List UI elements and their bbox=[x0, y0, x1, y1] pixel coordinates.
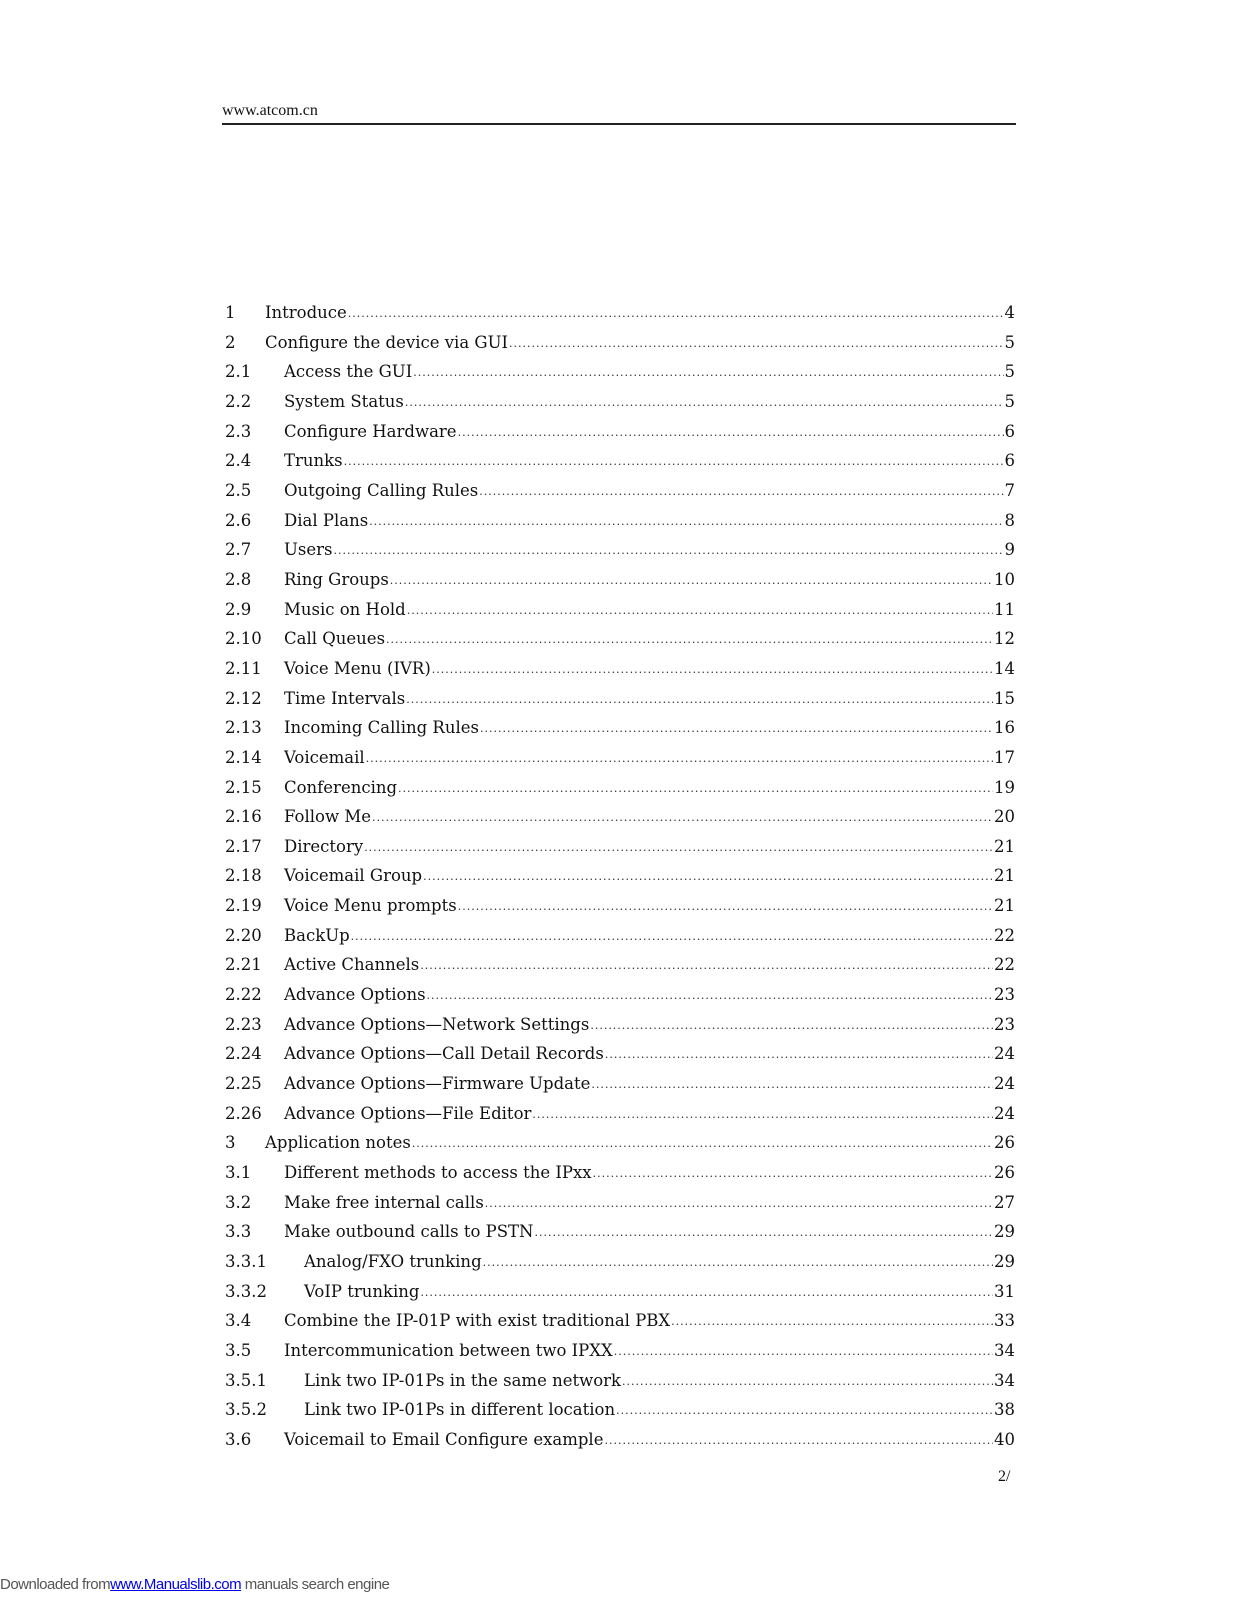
toc-entry-title: Voicemail bbox=[284, 747, 365, 767]
toc-entry-title: Voicemail to Email Configure example bbox=[284, 1429, 604, 1449]
toc-entry-page: 33 bbox=[994, 1311, 1015, 1331]
toc-entry-page: 26 bbox=[994, 1133, 1015, 1153]
toc-entry-title: Ring Groups bbox=[284, 569, 389, 589]
toc-dot-leader bbox=[344, 455, 1004, 468]
toc-entry-page: 7 bbox=[1004, 480, 1015, 500]
toc-entry-title: Advance Options—Firmware Update bbox=[284, 1074, 591, 1094]
toc-entry[interactable] bbox=[225, 481, 1015, 511]
toc-entry-title: Active Channels bbox=[284, 955, 420, 975]
toc-entry-page: 31 bbox=[994, 1281, 1015, 1301]
toc-dot-leader bbox=[458, 426, 1004, 439]
toc-entry-number: 3.3.2 bbox=[225, 1281, 267, 1301]
toc-dot-leader bbox=[405, 396, 1004, 409]
toc-entry-title: Dial Plans bbox=[284, 510, 369, 530]
toc-dot-leader bbox=[616, 1404, 993, 1417]
toc-dot-leader bbox=[420, 959, 993, 972]
toc-entry-title: Advance Options—Call Detail Records bbox=[284, 1044, 604, 1064]
header-url: www.atcom.cn bbox=[222, 102, 318, 119]
toc-entry-page: 5 bbox=[1004, 391, 1015, 411]
toc-entry[interactable] bbox=[225, 422, 1015, 452]
toc-entry-number: 2.18 bbox=[225, 866, 262, 886]
toc-entry-page: 5 bbox=[1004, 362, 1015, 382]
toc-entry-number: 2.2 bbox=[225, 391, 252, 411]
toc-entry-title: Link two IP-01Ps in different location bbox=[304, 1400, 616, 1420]
toc-dot-leader bbox=[406, 693, 993, 706]
toc-entry-title: Voicemail Group bbox=[284, 866, 423, 886]
toc-entry[interactable] bbox=[225, 1133, 1015, 1163]
toc-entry-number: 2.26 bbox=[225, 1103, 262, 1123]
toc-entry[interactable] bbox=[225, 1015, 1015, 1045]
toc-dot-leader bbox=[351, 930, 993, 943]
toc-entry-number: 2.12 bbox=[225, 688, 262, 708]
toc-entry[interactable] bbox=[225, 926, 1015, 956]
toc-entry-page: 21 bbox=[994, 866, 1015, 886]
toc-entry-number: 3.2 bbox=[225, 1192, 252, 1212]
toc-dot-leader bbox=[509, 337, 1003, 350]
toc-entry-title: Outgoing Calling Rules bbox=[284, 480, 479, 500]
toc-dot-leader bbox=[590, 1019, 993, 1032]
toc-entry-page: 23 bbox=[994, 985, 1015, 1005]
toc-entry-title: Music on Hold bbox=[284, 599, 406, 619]
toc-entry-title: Users bbox=[284, 540, 333, 560]
toc-entry[interactable] bbox=[225, 511, 1015, 541]
toc-entry-number: 3.1 bbox=[225, 1163, 252, 1183]
toc-entry-title: Directory bbox=[284, 836, 364, 856]
toc-dot-leader bbox=[398, 782, 993, 795]
toc-dot-leader bbox=[364, 841, 993, 854]
toc-entry-title: Advance Options—Network Settings bbox=[284, 1014, 590, 1034]
toc-entry-page: 40 bbox=[994, 1429, 1015, 1449]
toc-entry[interactable] bbox=[225, 896, 1015, 926]
toc-entry-number: 3.3.1 bbox=[225, 1252, 267, 1271]
toc-entry[interactable] bbox=[225, 1104, 1015, 1134]
toc-entry-page: 10 bbox=[994, 569, 1015, 589]
toc-dot-leader bbox=[412, 1137, 993, 1150]
toc-entry-title: Advance Options—File Editor bbox=[284, 1103, 532, 1123]
toc-dot-leader bbox=[480, 722, 993, 735]
toc-entry-title: Access the GUI bbox=[284, 362, 413, 382]
toc-entry-title: Intercommunication between two IPXX bbox=[284, 1340, 613, 1360]
toc-entry-page: 17 bbox=[994, 747, 1015, 767]
toc-entry-title: Incoming Calling Rules bbox=[284, 718, 479, 738]
toc-entry-number: 3.5 bbox=[225, 1340, 252, 1360]
toc-entry-number: 2.4 bbox=[225, 451, 252, 471]
footer-suffix: manuals search engine bbox=[241, 1576, 390, 1593]
toc-dot-leader bbox=[535, 1226, 994, 1239]
toc-entry[interactable] bbox=[225, 1371, 1015, 1401]
toc-entry-number: 1 bbox=[225, 303, 236, 322]
toc-entry[interactable] bbox=[225, 1400, 1015, 1430]
toc-entry-page: 16 bbox=[994, 718, 1015, 738]
toc-entry-number: 2.17 bbox=[225, 836, 262, 856]
toc-entry[interactable] bbox=[225, 1222, 1015, 1252]
toc-entry-number: 3.5.1 bbox=[225, 1370, 267, 1390]
toc-entry-title: Call Queues bbox=[284, 629, 386, 649]
toc-entry-title: System Status bbox=[284, 391, 404, 411]
toc-dot-leader bbox=[604, 1434, 993, 1447]
toc-dot-leader bbox=[591, 1078, 993, 1091]
toc-entry[interactable] bbox=[225, 1311, 1015, 1341]
toc-dot-leader bbox=[622, 1375, 993, 1388]
toc-entry-page: 27 bbox=[994, 1192, 1015, 1212]
toc-entry-page: 26 bbox=[994, 1163, 1015, 1183]
toc-dot-leader bbox=[334, 544, 1004, 557]
toc-entry[interactable] bbox=[225, 451, 1015, 481]
footer-prefix: Downloaded from bbox=[0, 1576, 111, 1593]
toc-entry[interactable] bbox=[225, 362, 1015, 392]
toc-entry[interactable] bbox=[225, 718, 1015, 748]
download-footer bbox=[0, 1576, 389, 1593]
toc-entry-number: 2.3 bbox=[225, 421, 252, 441]
toc-entry-title: Introduce bbox=[265, 303, 347, 322]
toc-entry-title: Trunks bbox=[284, 451, 343, 471]
toc-entry-title: Follow Me bbox=[284, 807, 371, 827]
page-number: 2/ bbox=[998, 1468, 1011, 1485]
toc-entry-page: 9 bbox=[1004, 540, 1015, 560]
toc-entry-page: 6 bbox=[1004, 421, 1015, 441]
toc-dot-leader bbox=[369, 515, 1003, 528]
toc-entry-number: 2.19 bbox=[225, 896, 262, 916]
toc-entry[interactable] bbox=[225, 540, 1015, 570]
toc-entry-page: 29 bbox=[994, 1222, 1015, 1242]
toc-entry-title: Configure Hardware bbox=[284, 421, 457, 441]
table-of-contents bbox=[225, 303, 1015, 1460]
toc-entry-title: Conferencing bbox=[284, 777, 398, 797]
toc-entry-page: 24 bbox=[994, 1074, 1015, 1094]
toc-entry-page: 34 bbox=[994, 1370, 1015, 1390]
toc-dot-leader bbox=[366, 752, 993, 765]
toc-entry-number: 2.9 bbox=[225, 599, 252, 619]
toc-entry[interactable] bbox=[225, 1163, 1015, 1193]
toc-dot-leader bbox=[671, 1315, 993, 1328]
toc-entry-number: 3.5.2 bbox=[225, 1400, 267, 1420]
toc-entry[interactable] bbox=[225, 748, 1015, 778]
toc-entry-title: VoIP trunking bbox=[304, 1281, 420, 1301]
toc-entry-page: 29 bbox=[994, 1252, 1015, 1271]
toc-entry-title: Time Intervals bbox=[284, 688, 406, 708]
toc-dot-leader bbox=[614, 1345, 993, 1358]
toc-dot-leader bbox=[386, 633, 993, 646]
toc-entry[interactable] bbox=[225, 570, 1015, 600]
toc-dot-leader bbox=[485, 1197, 993, 1210]
toc-entry-title: BackUp bbox=[284, 925, 350, 945]
toc-entry-title: Combine the IP-01P with exist traditional PBX bbox=[284, 1311, 671, 1331]
toc-dot-leader bbox=[348, 307, 1004, 320]
toc-entry-title: Link two IP-01Ps in the same network bbox=[304, 1370, 622, 1390]
toc-entry-title: Advance Options bbox=[284, 985, 426, 1005]
toc-dot-leader bbox=[420, 1286, 993, 1299]
toc-entry[interactable] bbox=[225, 837, 1015, 867]
toc-entry-number: 3.6 bbox=[225, 1429, 252, 1449]
toc-entry-page: 5 bbox=[1004, 332, 1015, 352]
toc-entry[interactable] bbox=[225, 1430, 1015, 1460]
toc-entry-page: 34 bbox=[994, 1340, 1015, 1360]
toc-dot-leader bbox=[413, 366, 1003, 379]
toc-entry[interactable] bbox=[225, 333, 1015, 363]
toc-entry-title: Configure the device via GUI bbox=[265, 332, 509, 352]
toc-dot-leader bbox=[407, 604, 993, 617]
toc-entry-title: Analog/FXO trunking bbox=[304, 1252, 482, 1271]
toc-entry-number: 2.21 bbox=[225, 955, 262, 975]
toc-entry-page: 22 bbox=[994, 925, 1015, 945]
toc-entry-number: 2.10 bbox=[225, 629, 262, 649]
toc-entry-number: 2.14 bbox=[225, 747, 262, 767]
toc-entry-number: 3.3 bbox=[225, 1222, 252, 1242]
toc-entry-page: 22 bbox=[994, 955, 1015, 975]
toc-entry[interactable] bbox=[225, 1252, 1015, 1282]
toc-entry-page: 8 bbox=[1004, 510, 1015, 530]
toc-entry-number: 2.6 bbox=[225, 510, 252, 530]
toc-dot-leader bbox=[532, 1108, 993, 1121]
toc-dot-leader bbox=[605, 1048, 993, 1061]
toc-dot-leader bbox=[432, 663, 993, 676]
toc-entry-title: Application notes bbox=[265, 1133, 411, 1153]
toc-entry-number: 2.23 bbox=[225, 1014, 262, 1034]
toc-entry-title: Different methods to access the IPxx bbox=[284, 1163, 592, 1183]
toc-entry-page: 21 bbox=[994, 836, 1015, 856]
toc-entry[interactable] bbox=[225, 659, 1015, 689]
toc-entry-title: Make outbound calls to PSTN bbox=[284, 1222, 534, 1242]
toc-dot-leader bbox=[458, 900, 993, 913]
toc-entry[interactable] bbox=[225, 629, 1015, 659]
toc-entry-page: 24 bbox=[994, 1103, 1015, 1123]
toc-entry-number: 2.20 bbox=[225, 925, 262, 945]
toc-entry-number: 2.15 bbox=[225, 777, 262, 797]
toc-entry[interactable] bbox=[225, 1074, 1015, 1104]
toc-dot-leader bbox=[423, 870, 993, 883]
toc-entry-number: 2.25 bbox=[225, 1074, 262, 1094]
toc-entry-page: 24 bbox=[994, 1044, 1015, 1064]
toc-entry[interactable] bbox=[225, 303, 1015, 333]
toc-entry[interactable] bbox=[225, 778, 1015, 808]
toc-entry-number: 2.7 bbox=[225, 540, 252, 560]
toc-entry-page: 23 bbox=[994, 1014, 1015, 1034]
toc-entry[interactable] bbox=[225, 1044, 1015, 1074]
toc-entry[interactable] bbox=[225, 985, 1015, 1015]
toc-entry-page: 4 bbox=[1004, 303, 1015, 322]
page-header bbox=[222, 100, 1016, 125]
toc-entry[interactable] bbox=[225, 955, 1015, 985]
toc-dot-leader bbox=[390, 574, 993, 587]
toc-entry-number: 2.1 bbox=[225, 362, 252, 382]
toc-entry[interactable] bbox=[225, 392, 1015, 422]
toc-entry-number: 2.22 bbox=[225, 985, 262, 1005]
toc-dot-leader bbox=[483, 1256, 993, 1269]
toc-entry[interactable] bbox=[225, 1282, 1015, 1312]
toc-entry-page: 12 bbox=[994, 629, 1015, 649]
toc-entry-page: 20 bbox=[994, 807, 1015, 827]
toc-dot-leader bbox=[479, 485, 1003, 498]
toc-entry-page: 19 bbox=[994, 777, 1015, 797]
toc-entry-page: 11 bbox=[994, 599, 1015, 619]
toc-entry-number: 3 bbox=[225, 1133, 236, 1153]
toc-entry-number: 2.11 bbox=[225, 658, 262, 678]
toc-entry-page: 38 bbox=[994, 1400, 1015, 1420]
toc-entry[interactable] bbox=[225, 600, 1015, 630]
toc-entry-title: Voice Menu prompts bbox=[284, 896, 457, 916]
toc-entry-number: 2.16 bbox=[225, 807, 262, 827]
toc-entry[interactable] bbox=[225, 807, 1015, 837]
toc-entry-title: Make free internal calls bbox=[284, 1192, 484, 1212]
toc-entry[interactable] bbox=[225, 1341, 1015, 1371]
manualslib-link[interactable]: www.Manualslib.com bbox=[110, 1576, 242, 1593]
toc-entry-page: 14 bbox=[994, 658, 1015, 678]
toc-entry-number: 2 bbox=[225, 332, 236, 352]
toc-dot-leader bbox=[427, 989, 993, 1002]
toc-entry-title: Voice Menu (IVR) bbox=[284, 658, 431, 678]
toc-entry-number: 2.8 bbox=[225, 569, 252, 589]
toc-entry[interactable] bbox=[225, 866, 1015, 896]
toc-entry-page: 15 bbox=[994, 688, 1015, 708]
toc-entry-number: 2.13 bbox=[225, 718, 262, 738]
toc-entry-number: 3.4 bbox=[225, 1311, 252, 1331]
toc-dot-leader bbox=[372, 811, 993, 824]
toc-dot-leader bbox=[593, 1167, 993, 1180]
toc-entry-page: 21 bbox=[994, 896, 1015, 916]
toc-entry-number: 2.24 bbox=[225, 1044, 262, 1064]
toc-entry[interactable] bbox=[225, 1193, 1015, 1223]
toc-entry-number: 2.5 bbox=[225, 480, 252, 500]
toc-entry[interactable] bbox=[225, 689, 1015, 719]
toc-entry-page: 6 bbox=[1004, 451, 1015, 471]
